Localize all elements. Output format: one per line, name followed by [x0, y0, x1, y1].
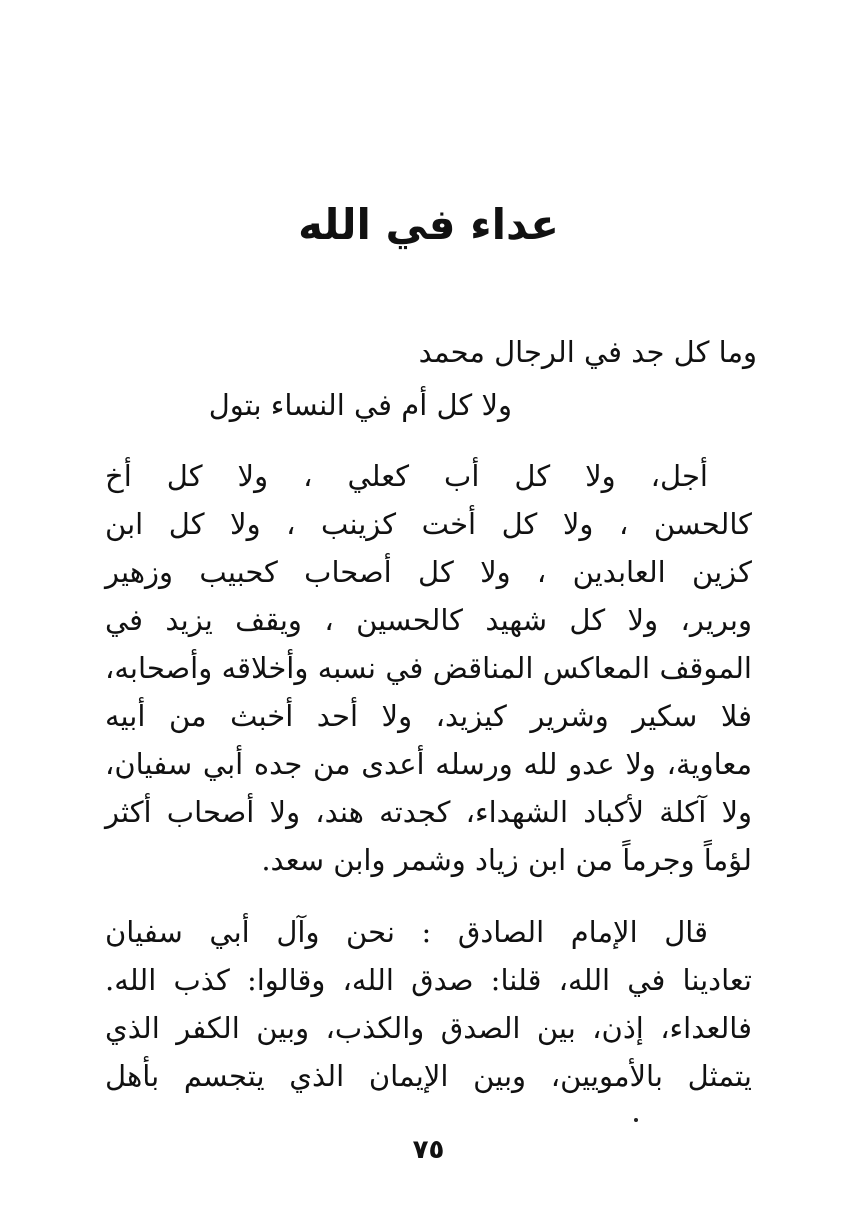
paragraph-line: كزين العابدين ، ولا كل أصحاب كحبيب وزهير: [105, 555, 752, 589]
paragraph-line: معاوية، ولا عدو لله ورسله أعدى من جده أبي سفيان،: [105, 747, 752, 781]
chapter-title: عداء في الله: [298, 200, 559, 249]
paragraph-line: يتمثل بالأمويين، وبين الإيمان الذي يتجسم بأهل: [105, 1059, 752, 1093]
paragraph-line: ولا آكلة لأكباد الشهداء، كجدته هند، ولا أصحاب أكثر: [105, 795, 752, 829]
paragraph-2: [105, 908, 752, 1100]
paragraph-line: كالحسن ، ولا كل أخت كزينب ، ولا كل ابن: [105, 507, 752, 541]
poem-line-2: ولا كل أم في النساء بتول: [208, 388, 512, 422]
paragraph-1: [105, 452, 752, 884]
print-speck: [634, 1118, 638, 1122]
paragraph-line: الموقف المعاكس المناقض في نسبه وأخلاقه وأصحابه،: [105, 651, 752, 685]
paragraph-line: قال الإمام الصادق : نحن وآل أبي سفيان: [105, 915, 708, 949]
paragraph-line: تعادينا في الله، قلنا: صدق الله، وقالوا: كذب الله.: [105, 963, 752, 997]
paragraph-line: لؤماً وجرماً من ابن زياد وشمر وابن سعد.: [261, 843, 752, 877]
paragraph-line: فلا سكير وشرير كيزيد، ولا أحد أخبث من أبيه: [105, 699, 752, 733]
paragraph-line: وبرير، ولا كل شهيد كالحسين ، ويقف يزيد في: [105, 603, 752, 637]
paragraph-line: فالعداء، إذن، بين الصدق والكذب، وبين الكفر الذي: [105, 1011, 752, 1045]
poem-line-1: وما كل جد في الرجال محمد: [418, 335, 757, 369]
paragraph-line: أجل، ولا كل أب كعلي ، ولا كل أخ: [105, 459, 708, 493]
page-number: ٧٥: [412, 1135, 445, 1165]
